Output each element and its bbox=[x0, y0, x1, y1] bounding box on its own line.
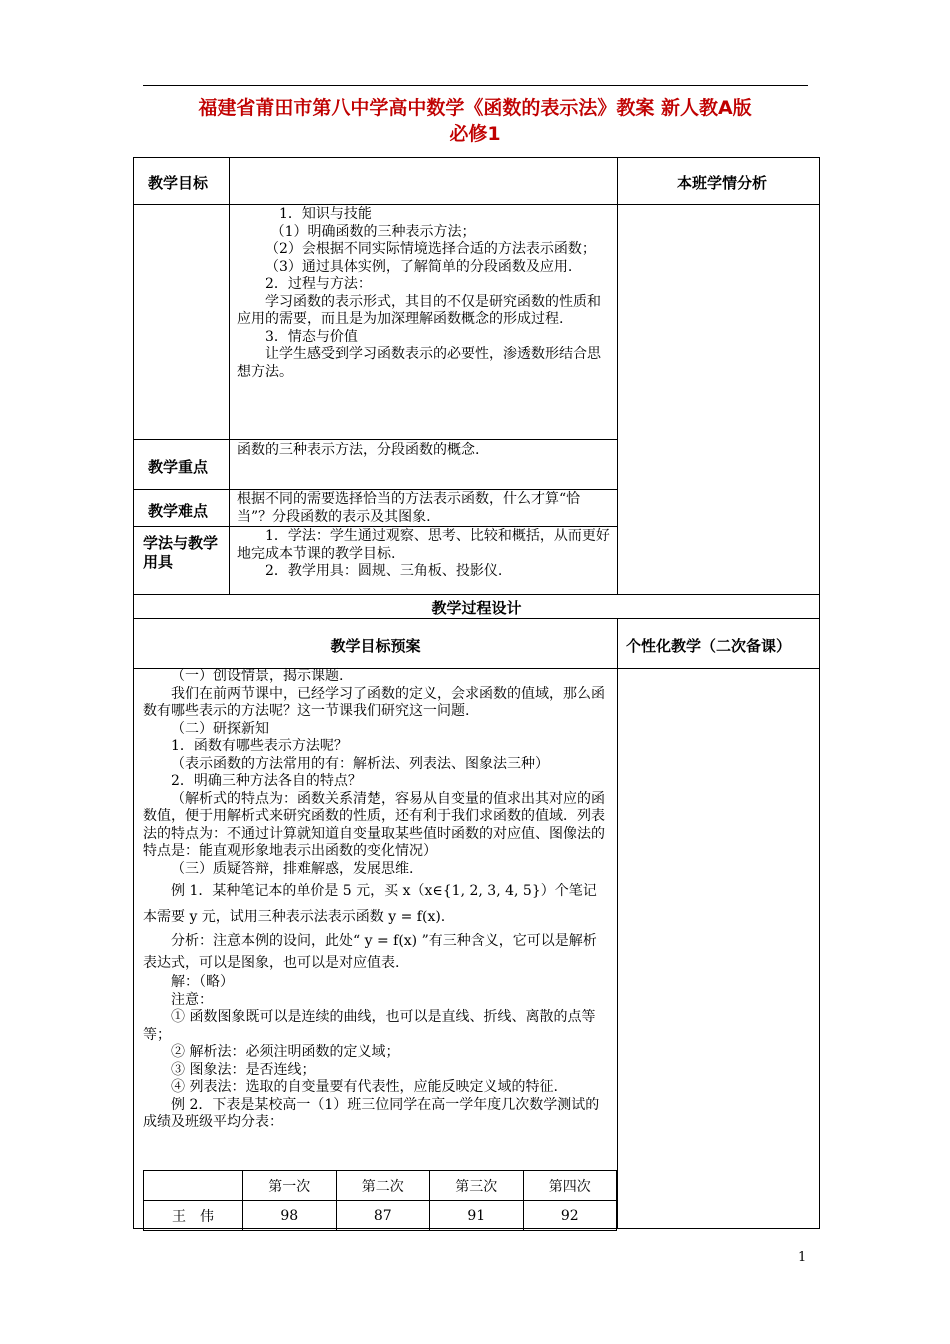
score-table-header: 第三次 bbox=[430, 1171, 524, 1201]
col-divider bbox=[229, 157, 230, 594]
process-line: （二）研探新知 bbox=[171, 720, 269, 737]
score-cell: 98 bbox=[243, 1201, 337, 1231]
score-table bbox=[143, 1170, 617, 1231]
goals-label: 教学目标 bbox=[148, 174, 209, 192]
difficulties-label: 教学难点 bbox=[148, 502, 209, 520]
note-item: ② 解析法：必须注明函数的定义域； bbox=[171, 1044, 400, 1060]
score-table-header bbox=[144, 1171, 243, 1201]
process-design-header: 教学过程设计 bbox=[431, 599, 522, 617]
goals-line: 2．过程与方法： bbox=[265, 276, 372, 292]
row-divider bbox=[133, 439, 618, 440]
methods-label: 学法与教学用具 bbox=[143, 534, 219, 571]
row-divider bbox=[133, 489, 618, 490]
note-item: ③ 图象法：是否连线； bbox=[171, 1061, 316, 1078]
score-table-header: 第二次 bbox=[336, 1171, 430, 1201]
methods-line: 2．教学用具：圆规、三角板、投影仪. bbox=[265, 563, 503, 579]
key-points-label: 教学重点 bbox=[148, 458, 209, 476]
goals-line: 1．知识与技能 bbox=[279, 206, 372, 222]
title-line-1: 福建省莆田市第八中学高中数学《函数的表示法》教案 新人教A版 bbox=[198, 97, 752, 119]
goals-line: 学习函数的表示形式，其目的不仅是研究函数的性质和应用的需要，而且是为加深理解函数概念的形成过程. bbox=[237, 293, 601, 327]
row-divider bbox=[133, 526, 618, 527]
goals-line: （1）明确函数的三种表示方法； bbox=[270, 223, 476, 240]
process-line: 2．明确三种方法各自的特点？ bbox=[171, 773, 362, 789]
key-points-content: 函数的三种表示方法，分段函数的概念. bbox=[237, 442, 480, 458]
goals-line: （3）通过具体实例，了解简单的分段函数及应用. bbox=[265, 258, 573, 275]
methods-line: 1．学法：学生通过观察、思考、比较和概括，从而更好地完成本节课的教学目标. bbox=[237, 528, 610, 562]
process-line: （表示函数的方法常用的有：解析法、列表法、图象法三种） bbox=[171, 755, 549, 772]
process-content bbox=[143, 668, 610, 1132]
score-table-header: 第四次 bbox=[523, 1171, 617, 1201]
goals-content bbox=[237, 206, 611, 381]
analysis: 分析：注意本例的设问，此处“ y = f(x) ”有三种含义，它可以是解析表达式，可以是图象，也可以是对应值表. bbox=[143, 933, 597, 971]
score-cell: 87 bbox=[336, 1201, 430, 1231]
document-title bbox=[130, 95, 820, 147]
score-table-header: 第一次 bbox=[243, 1171, 337, 1201]
score-cell: 王 伟 bbox=[144, 1201, 243, 1231]
row-divider bbox=[133, 204, 820, 205]
score-cell: 92 bbox=[523, 1201, 617, 1231]
table-row bbox=[144, 1201, 617, 1231]
title-line-2: 必修1 bbox=[449, 123, 501, 145]
score-cell: 91 bbox=[430, 1201, 524, 1231]
process-line: （三）质疑答辩，排难解惑，发展思维. bbox=[171, 860, 414, 877]
table-top-border bbox=[133, 157, 820, 158]
goals-line: （2）会根据不同实际情境选择合适的方法表示函数； bbox=[265, 241, 596, 257]
process-line: 我们在前两节课中，已经学习了函数的定义，会求函数的值域，那么函数有哪些表示的方法呢？这一节课我们研究这一问题. bbox=[143, 685, 605, 719]
col-left-header: 教学目标预案 bbox=[330, 637, 421, 655]
example-1: 例 1．某种笔记本的单价是 5 元，买 x（x∈{1, 2, 3, 4, 5}）个笔记本需要 y 元，试用三种表示法表示函数 y = f(x). bbox=[143, 883, 597, 925]
header-rule bbox=[143, 85, 808, 86]
col-divider bbox=[617, 618, 618, 1228]
class-analysis-header: 本班学情分析 bbox=[677, 174, 768, 192]
process-line: 1．函数有哪些表示方法呢？ bbox=[171, 738, 348, 754]
goals-line: 3．情态与价值 bbox=[265, 328, 358, 345]
col-right-header: 个性化教学（二次备课） bbox=[626, 637, 792, 655]
table-left-border bbox=[133, 157, 134, 1229]
process-line: （解析式的特点为：函数关系清楚，容易从自变量的值求出其对应的函数值，便于用解析式来研究函数的性质，还有利于我们求函数的值域．列表法的特点为：不通过计算就知道自变量取某些值时函数的对应值、图像法的特点是：能直观形象地表示出函数的变化情况） bbox=[143, 790, 605, 859]
page-number: 1 bbox=[798, 1250, 807, 1265]
col-divider bbox=[617, 157, 618, 594]
process-line: （一）创设情景，揭示课题. bbox=[171, 668, 344, 684]
goals-line: 让学生感受到学习函数表示的必要性，渗透数形结合思想方法。 bbox=[237, 346, 601, 380]
table-right-border bbox=[819, 157, 820, 1229]
process-line: 注意： bbox=[171, 991, 213, 1008]
row-divider bbox=[133, 594, 820, 595]
example-2: 例 2．下表是某校高一（1）班三位同学在高一学年度几次数学测试的成绩及班级平均分表： bbox=[143, 1096, 600, 1130]
row-divider bbox=[133, 618, 820, 619]
process-line: 解：（略） bbox=[171, 974, 234, 990]
note-item: ④ 列表法：选取的自变量要有代表性，应能反映定义域的特征. bbox=[171, 1079, 558, 1095]
difficulties-content: 根据不同的需要选择恰当的方法表示函数，什么才算“恰当”？分段函数的表示及其图象. bbox=[237, 491, 581, 525]
note-item: ① 函数图象既可以是连续的曲线，也可以是直线、折线、离散的点等等； bbox=[143, 1009, 596, 1043]
methods-content bbox=[237, 528, 611, 581]
